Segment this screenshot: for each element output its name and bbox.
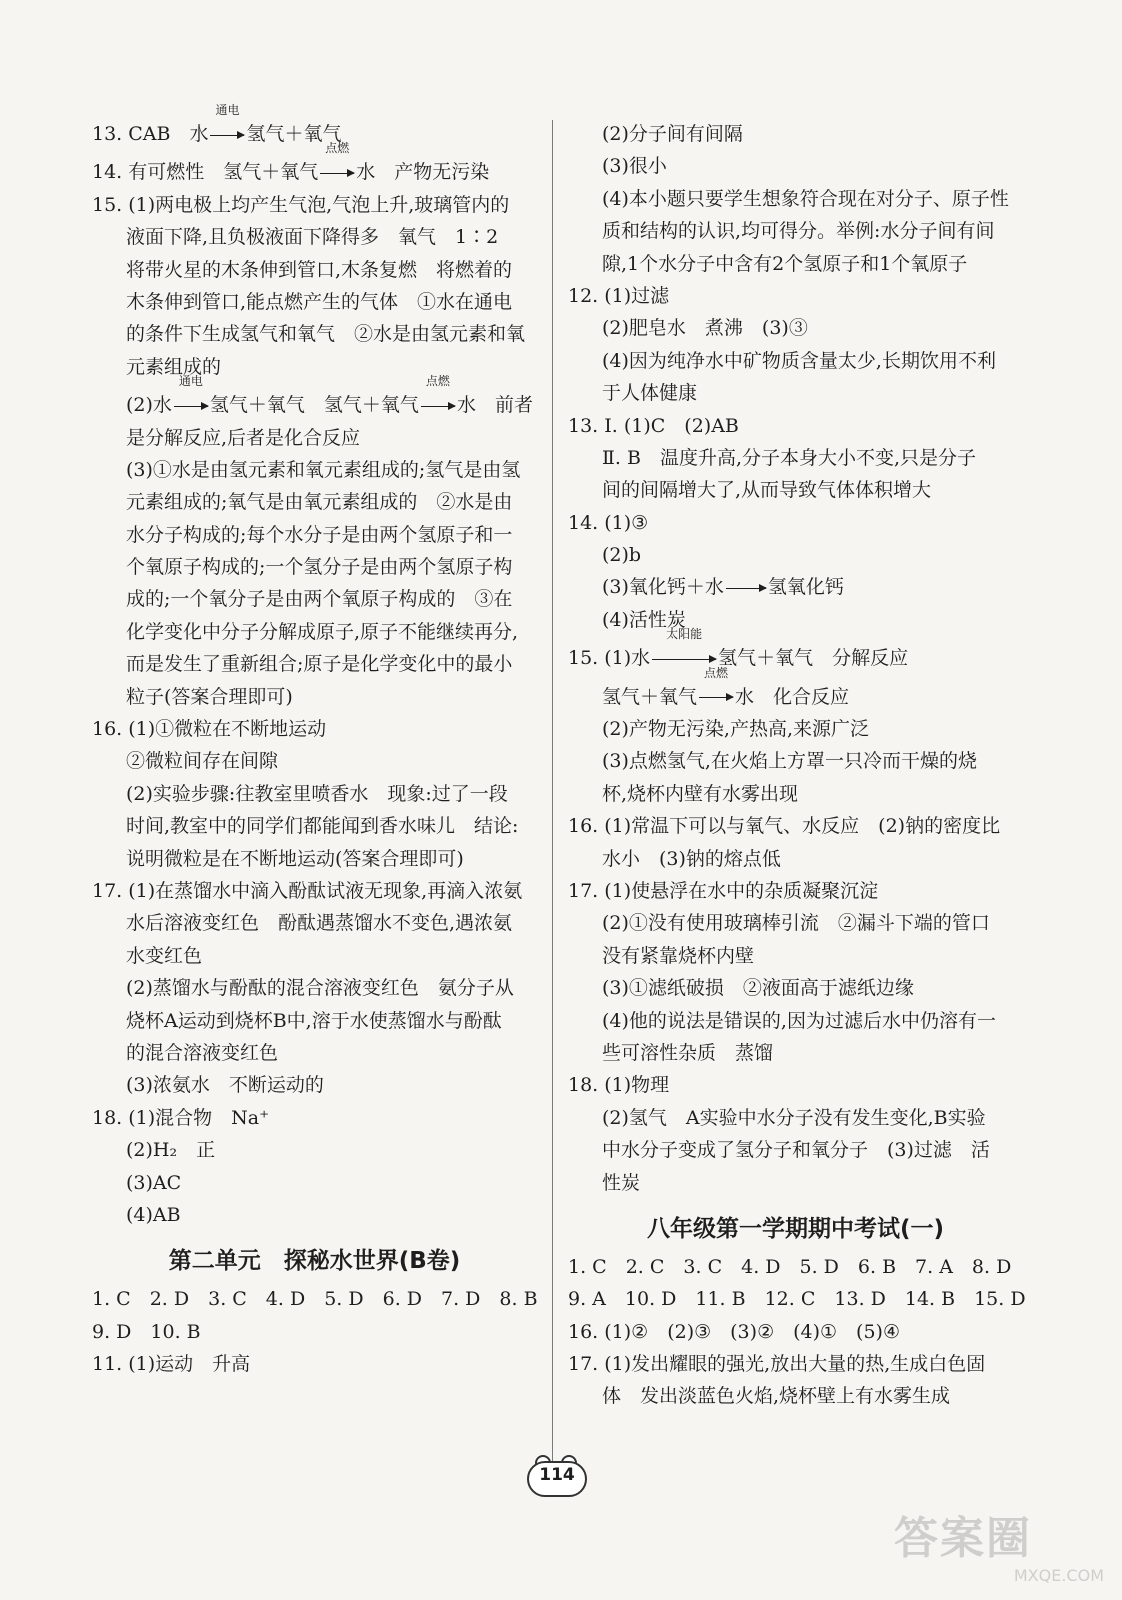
answer-line: 体 发出淡蓝色火焰,烧杯壁上有水雾生成 bbox=[602, 1385, 951, 1408]
answer-line: 杯,烧杯内壁有水雾出现 bbox=[602, 782, 799, 805]
answer-line: 元素组成的;氧气是由氧元素组成的 ②水是由 bbox=[126, 491, 513, 514]
answer-line: (2)分子间有间隔 bbox=[602, 123, 743, 145]
answer-line: (2)蒸馏水与酚酞的混合溶液变红色 氨分子从 bbox=[126, 977, 514, 1000]
answer-line: 17. (1)在蒸馏水中滴入酚酞试液无现象,再滴入浓氨 bbox=[92, 879, 523, 902]
answer-line: 时间,教室中的同学们都能闻到香水味儿 结论: bbox=[126, 815, 519, 838]
answer-line: 氢气＋氧气 点燃 水 化合反应 bbox=[568, 681, 1023, 713]
answer-line: 说明微粒是在不断地运动(答案合理即可) bbox=[126, 847, 464, 870]
answer-line: 水分子构成的;每个水分子是由两个氢原子和一 bbox=[126, 523, 513, 546]
answer-line: (3)①滤纸破损 ②液面高于滤纸边缘 bbox=[602, 977, 914, 1000]
answer-line: 中水分子变成了氢分子和氧分子 (3)过滤 活 bbox=[602, 1139, 990, 1162]
answer-line: 9. D 10. B bbox=[92, 1320, 201, 1343]
answer-line: 化学变化中分子分解成原子,原子不能继续再分, bbox=[126, 620, 519, 643]
answer-line: 14. 有可燃性 氢气＋氧气 点燃 水 产物无污染 bbox=[92, 156, 537, 188]
answer-line: (3)点燃氢气,在火焰上方罩一只冷而干燥的烧 bbox=[602, 750, 977, 773]
answer-line: 隙,1个水分子中含有2个氢原子和1个氧原子 bbox=[602, 252, 968, 275]
answer-line: (3)氧化钙＋水 氢氧化钙 bbox=[568, 571, 1023, 603]
page-number-badge bbox=[527, 1455, 587, 1497]
answer-line: 些可溶性杂质 蒸馏 bbox=[602, 1041, 774, 1064]
answer-line: 而是发生了重新组合;原子是化学变化中的最小 bbox=[126, 653, 513, 676]
left-column bbox=[92, 103, 538, 1380]
answer-line: (3)AC bbox=[126, 1171, 182, 1194]
answer-line: 元素组成的 bbox=[126, 355, 222, 378]
answer-line: 个氧原子构成的;一个氢分子是由两个氢原子构 bbox=[126, 556, 513, 579]
reaction-arrow: 通电 bbox=[210, 118, 244, 150]
answer-line: (4)AB bbox=[126, 1203, 181, 1226]
answer-line: 性炭 bbox=[602, 1171, 641, 1194]
answer-line: (4)他的说法是错误的,因为过滤后水中仍溶有一 bbox=[602, 1009, 996, 1032]
right-column bbox=[568, 118, 1026, 1413]
watermark-text: 答案圈 bbox=[894, 1513, 1032, 1564]
answer-line: 水后溶液变红色 酚酞遇蒸馏水不变色,遇浓氨 bbox=[126, 912, 513, 935]
answer-line: 11. (1)运动 升高 bbox=[92, 1353, 251, 1376]
section-title: 第二单元 探秘水世界(B卷) bbox=[168, 1248, 461, 1275]
answer-line: 水变红色 bbox=[126, 944, 203, 967]
answer-line: 液面下降,且负极液面下降得多 氧气 1∶2 bbox=[126, 226, 499, 249]
answer-line: 是分解反应,后者是化合反应 bbox=[126, 426, 361, 449]
answer-line: (4)活性炭 bbox=[602, 608, 686, 631]
answer-line: (3)很小 bbox=[602, 155, 667, 178]
answer-line: 木条伸到管口,能点燃产生的气体 ①水在通电 bbox=[126, 290, 513, 313]
answer-line: 间的间隔增大了,从而导致气体体积增大 bbox=[602, 479, 932, 502]
reaction-arrow: 点燃 bbox=[699, 681, 733, 713]
answer-line: 14. (1)③ bbox=[568, 511, 649, 534]
answer-line: Ⅱ. B 温度升高,分子本身大小不变,只是分子 bbox=[602, 446, 977, 469]
answer-line: (2)实验步骤:往教室里喷香水 现象:过了一段 bbox=[126, 782, 508, 805]
answer-line: (2)H₂ 正 bbox=[126, 1139, 216, 1162]
answer-line: 烧杯A运动到烧杯B中,溶于水使蒸馏水与酚酞 bbox=[126, 1009, 502, 1032]
answer-line: 1. C 2. C 3. C 4. D 5. D 6. B 7. A 8. D bbox=[568, 1255, 1012, 1278]
reaction-arrow: 太阳能 bbox=[652, 642, 716, 674]
answer-line: 17. (1)发出耀眼的强光,放出大量的热,生成白色固 bbox=[568, 1353, 986, 1376]
answer-line: (2)肥皂水 煮沸 (3)③ bbox=[602, 317, 808, 340]
answer-line: (4)本小题只要学生想象符合现在对分子、原子性 bbox=[602, 187, 1009, 210]
answer-line: (2)氢气 A实验中水分子没有发生变化,B实验 bbox=[602, 1106, 986, 1129]
answer-line: 1. C 2. D 3. C 4. D 5. D 6. D 7. D 8. B bbox=[92, 1288, 538, 1311]
answer-line: 成的;一个氧分子是由两个氧原子构成的 ③在 bbox=[126, 588, 513, 611]
answer-line: (3)浓氨水 不断运动的 bbox=[126, 1074, 324, 1097]
answer-line: (2)b bbox=[602, 544, 642, 567]
answer-line: 18. (1)混合物 Na⁺ bbox=[92, 1106, 270, 1129]
answer-line: 粒子(答案合理即可) bbox=[126, 685, 293, 708]
answer-line: 17. (1)使悬浮在水中的杂质凝聚沉淀 bbox=[568, 879, 879, 902]
answer-line: 没有紧靠烧杯内壁 bbox=[602, 944, 755, 967]
section-title: 八年级第一学期期中考试(一) bbox=[646, 1215, 945, 1242]
answer-line: 18. (1)物理 bbox=[568, 1074, 670, 1097]
watermark-url: MXQE.COM bbox=[1013, 1566, 1104, 1585]
answer-line: 15. (1)两电极上均产生气泡,气泡上升,玻璃管内的 bbox=[92, 193, 510, 216]
answer-line: 13. Ⅰ. (1)C (2)AB bbox=[568, 414, 739, 437]
answer-line: (2)①没有使用玻璃棒引流 ②漏斗下端的管口 bbox=[602, 912, 990, 935]
answer-line: (2)产物无污染,产热高,来源广泛 bbox=[602, 718, 869, 741]
page-number: 114 bbox=[539, 1465, 575, 1485]
answer-line: 12. (1)过滤 bbox=[568, 284, 670, 307]
answer-line: ②微粒间存在间隙 bbox=[126, 750, 279, 773]
answer-line: 水小 (3)钠的熔点低 bbox=[602, 847, 781, 870]
answer-line: (2)水 通电 氢气＋氧气 氢气＋氧气 点燃 水 前者 bbox=[92, 389, 537, 421]
answer-line: 13. CAB 水 通电 氢气＋氧气 bbox=[92, 118, 537, 150]
reaction-arrow bbox=[726, 571, 766, 603]
answer-line: 的条件下生成氢气和氧气 ②水是由氢元素和氧 bbox=[126, 323, 526, 346]
watermark-logo bbox=[894, 1502, 1104, 1585]
answer-line: 的混合溶液变红色 bbox=[126, 1041, 279, 1064]
answer-line: (4)因为纯净水中矿物质含量太少,长期饮用不利 bbox=[602, 349, 996, 372]
answer-line: 9. A 10. D 11. B 12. C 13. D 14. B 15. D bbox=[568, 1288, 1026, 1311]
reaction-arrow: 通电 bbox=[174, 389, 208, 421]
answer-line: (3)①水是由氢元素和氧元素组成的;氢气是由氢 bbox=[126, 458, 521, 481]
answer-line: 15. (1)水 太阳能 氢气＋氧气 分解反应 bbox=[568, 642, 1023, 674]
column-divider bbox=[552, 120, 553, 1475]
answer-line: 16. (1)常温下可以与氧气、水反应 (2)钠的密度比 bbox=[568, 815, 1001, 838]
answer-line: 16. (1)①微粒在不断地运动 bbox=[92, 718, 327, 741]
answer-line: 于人体健康 bbox=[602, 382, 698, 405]
reaction-arrow: 点燃 bbox=[421, 389, 455, 421]
answer-line: 质和结构的认识,均可得分。举例:水分子间有间 bbox=[602, 220, 995, 243]
reaction-arrow: 点燃 bbox=[320, 156, 354, 188]
answer-line: 16. (1)② (2)③ (3)② (4)① (5)④ bbox=[568, 1320, 900, 1343]
answer-line: 将带火星的木条伸到管口,木条复燃 将燃着的 bbox=[126, 258, 513, 281]
